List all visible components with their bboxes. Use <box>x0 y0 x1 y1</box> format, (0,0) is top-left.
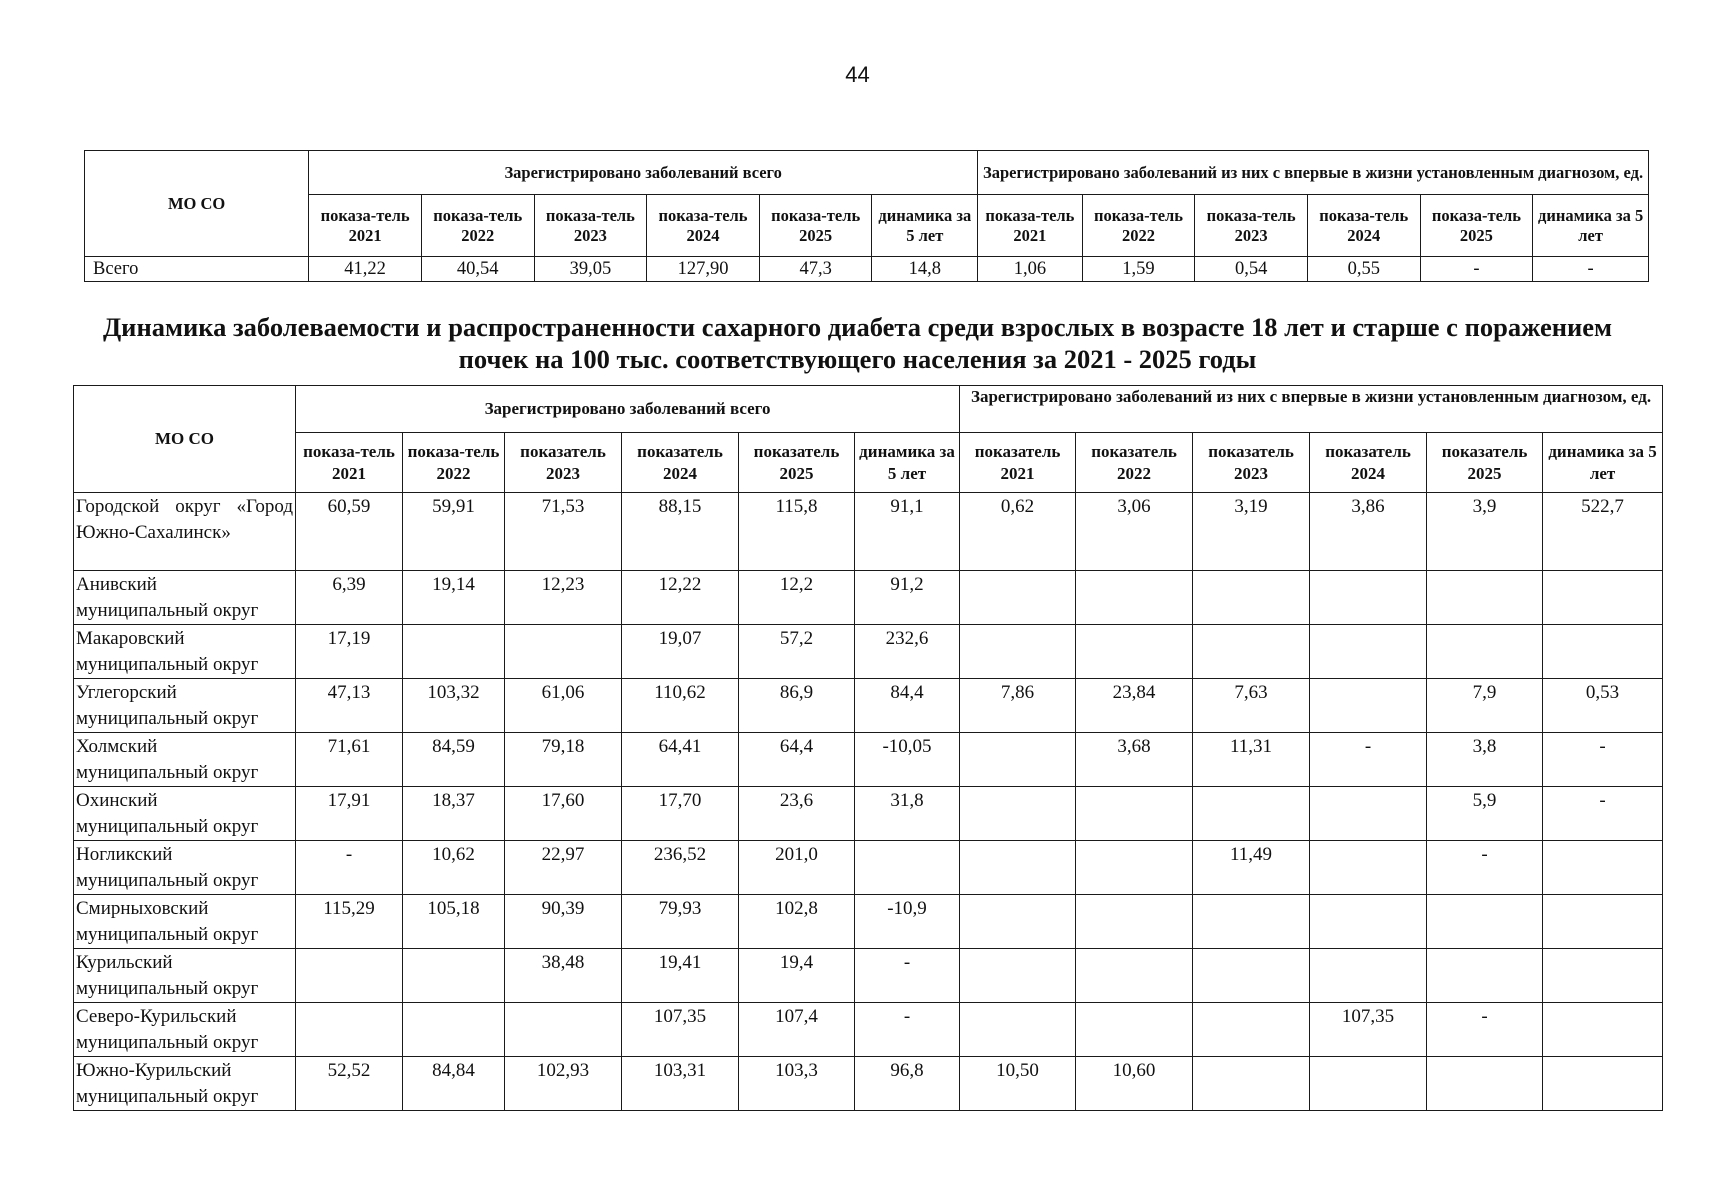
column-header: показа-тель 2021 <box>309 195 422 257</box>
table-cell: 1,59 <box>1082 257 1195 282</box>
table-cell: 10,62 <box>403 841 505 895</box>
table-row <box>74 787 1663 841</box>
row-name: Северо-Курильский муниципальный округ <box>74 1003 296 1057</box>
table-cell: 79,93 <box>622 895 739 949</box>
table-cell: 91,2 <box>855 571 960 625</box>
table-cell: 57,2 <box>739 625 855 679</box>
table-cell: 107,4 <box>739 1003 855 1057</box>
table-cell: 11,31 <box>1193 733 1310 787</box>
table-cell: 3,9 <box>1427 493 1543 571</box>
column-header: динамика за 5 лет <box>855 433 960 493</box>
row-name: Всего <box>85 257 309 282</box>
table-cell: - <box>1533 257 1649 282</box>
table-cell <box>1076 571 1193 625</box>
table-cell: 127,90 <box>647 257 760 282</box>
table-cell <box>296 1003 403 1057</box>
table-row <box>74 679 1663 733</box>
table-cell <box>1193 1003 1310 1057</box>
group-header-first: Зарегистрировано заболеваний из них с впервые в жизни установленным диагнозом, ед. <box>978 151 1649 195</box>
column-header: показа-тель 2025 <box>1420 195 1533 257</box>
table-cell: 103,3 <box>739 1057 855 1111</box>
table-cell: 10,50 <box>960 1057 1076 1111</box>
table-cell: 12,2 <box>739 571 855 625</box>
table-cell <box>1427 1057 1543 1111</box>
column-header: показа-тель 2024 <box>647 195 760 257</box>
table-cell: 10,60 <box>1076 1057 1193 1111</box>
table-cell <box>855 841 960 895</box>
table-cell: 201,0 <box>739 841 855 895</box>
table-cell <box>1193 949 1310 1003</box>
table-cell <box>1193 895 1310 949</box>
table-cell <box>403 949 505 1003</box>
table-cell: - <box>1427 1003 1543 1057</box>
group-header-all: Зарегистрировано заболеваний всего <box>309 151 978 195</box>
table-cell <box>1076 787 1193 841</box>
table-cell <box>1543 841 1663 895</box>
column-header: показатель 2024 <box>1310 433 1427 493</box>
table-cell <box>960 949 1076 1003</box>
table-cell: - <box>1543 733 1663 787</box>
table-cell <box>1193 787 1310 841</box>
table-cell: 102,8 <box>739 895 855 949</box>
row-name: Смирныховский муниципальный округ <box>74 895 296 949</box>
table-cell <box>1310 625 1427 679</box>
table-cell: - <box>855 949 960 1003</box>
table-cell: 107,35 <box>1310 1003 1427 1057</box>
table-cell <box>1310 895 1427 949</box>
table-row <box>74 949 1663 1003</box>
table-row <box>85 257 1649 282</box>
table-cell: 64,4 <box>739 733 855 787</box>
table-cell: 41,22 <box>309 257 422 282</box>
column-header: показа-тель 2023 <box>534 195 647 257</box>
table-cell <box>960 841 1076 895</box>
page-number: 44 <box>845 62 870 87</box>
table-cell: 19,41 <box>622 949 739 1003</box>
table-cell: 17,91 <box>296 787 403 841</box>
table-cell: 31,8 <box>855 787 960 841</box>
table-cell <box>960 787 1076 841</box>
table-row <box>74 625 1663 679</box>
table-cell: - <box>1420 257 1533 282</box>
table-cell <box>1193 1057 1310 1111</box>
table-cell: 105,18 <box>403 895 505 949</box>
table-cell: 11,49 <box>1193 841 1310 895</box>
table-cell <box>1427 949 1543 1003</box>
table-row <box>74 1003 1663 1057</box>
table-cell: 107,35 <box>622 1003 739 1057</box>
table-cell <box>296 949 403 1003</box>
table-cell <box>960 571 1076 625</box>
table-cell: 7,9 <box>1427 679 1543 733</box>
table-cell: -10,05 <box>855 733 960 787</box>
table-cell: 115,29 <box>296 895 403 949</box>
table-cell: 0,62 <box>960 493 1076 571</box>
table-cell: 71,61 <box>296 733 403 787</box>
table-cell <box>1310 841 1427 895</box>
diabetes-kidney-table <box>73 385 1663 1111</box>
table-cell: 14,8 <box>872 257 978 282</box>
table-row <box>74 571 1663 625</box>
table-cell: 79,18 <box>505 733 622 787</box>
table-cell: 52,52 <box>296 1057 403 1111</box>
table-cell: 88,15 <box>622 493 739 571</box>
table-row <box>74 733 1663 787</box>
table-cell <box>1310 949 1427 1003</box>
row-name: Южно-Курильский муниципальный округ <box>74 1057 296 1111</box>
table-cell <box>1543 1057 1663 1111</box>
table-cell: 39,05 <box>534 257 647 282</box>
column-header: показа-тель 2021 <box>978 195 1083 257</box>
table-cell: -10,9 <box>855 895 960 949</box>
table-cell: 23,6 <box>739 787 855 841</box>
column-header: показа-тель 2022 <box>1082 195 1195 257</box>
table-cell <box>403 625 505 679</box>
table-cell <box>1076 895 1193 949</box>
table-cell: 103,32 <box>403 679 505 733</box>
table-cell: 522,7 <box>1543 493 1663 571</box>
table-cell <box>960 733 1076 787</box>
table-cell <box>1193 571 1310 625</box>
group-header-all: Зарегистрировано заболеваний всего <box>296 386 960 433</box>
table-cell: 0,55 <box>1307 257 1420 282</box>
table-cell: 3,19 <box>1193 493 1310 571</box>
table-cell: 19,14 <box>403 571 505 625</box>
table-row <box>74 493 1663 571</box>
column-header: показа-тель 2022 <box>421 195 534 257</box>
table-cell: 1,06 <box>978 257 1083 282</box>
table-cell: - <box>1427 841 1543 895</box>
table-cell: 60,59 <box>296 493 403 571</box>
table-cell <box>1310 1057 1427 1111</box>
row-name: Охинский муниципальный округ <box>74 787 296 841</box>
table-cell: 3,06 <box>1076 493 1193 571</box>
table-cell: 84,59 <box>403 733 505 787</box>
table-cell: 86,9 <box>739 679 855 733</box>
table-cell: 110,62 <box>622 679 739 733</box>
column-header: показатель 2025 <box>739 433 855 493</box>
table-cell <box>1076 625 1193 679</box>
table-cell: 232,6 <box>855 625 960 679</box>
table-cell: 23,84 <box>1076 679 1193 733</box>
table-cell: 12,22 <box>622 571 739 625</box>
table-cell <box>1543 625 1663 679</box>
column-header: показатель 2022 <box>1076 433 1193 493</box>
column-header: показа-тель 2022 <box>403 433 505 493</box>
column-header: показатель 2024 <box>622 433 739 493</box>
table-cell: 12,23 <box>505 571 622 625</box>
table-cell <box>1310 679 1427 733</box>
table-cell: 19,4 <box>739 949 855 1003</box>
table-cell: 96,8 <box>855 1057 960 1111</box>
row-name: Макаровский муниципальный округ <box>74 625 296 679</box>
table-cell <box>1076 949 1193 1003</box>
table-cell: 102,93 <box>505 1057 622 1111</box>
table-cell: 40,54 <box>421 257 534 282</box>
table-cell <box>505 1003 622 1057</box>
column-header: показа-тель 2023 <box>1195 195 1308 257</box>
table-cell: - <box>855 1003 960 1057</box>
column-header: динамика за 5 лет <box>872 195 978 257</box>
table-cell <box>1427 895 1543 949</box>
table-cell <box>1427 625 1543 679</box>
column-header: показатель 2025 <box>1427 433 1543 493</box>
table-cell: 7,63 <box>1193 679 1310 733</box>
table-cell: 0,53 <box>1543 679 1663 733</box>
table-cell: 22,97 <box>505 841 622 895</box>
column-header: динамика за 5 лет <box>1533 195 1649 257</box>
table-cell: 84,84 <box>403 1057 505 1111</box>
column-header: показатель 2023 <box>1193 433 1310 493</box>
table-cell <box>960 625 1076 679</box>
row-name: Курильский муниципальный округ <box>74 949 296 1003</box>
table-cell <box>1076 841 1193 895</box>
table-cell <box>505 625 622 679</box>
table-cell: 47,13 <box>296 679 403 733</box>
summary-table <box>84 150 1649 282</box>
table-cell <box>1543 895 1663 949</box>
table-cell: 17,19 <box>296 625 403 679</box>
row-name: Ногликский муниципальный округ <box>74 841 296 895</box>
column-header: показатель 2023 <box>505 433 622 493</box>
mo-header: МО СО <box>74 386 296 493</box>
table-cell <box>1543 949 1663 1003</box>
table-cell: 17,60 <box>505 787 622 841</box>
row-name: Городской округ «Город Южно-Сахалинск» <box>74 493 296 571</box>
table-cell <box>1427 571 1543 625</box>
table-cell: 3,68 <box>1076 733 1193 787</box>
table-cell: - <box>296 841 403 895</box>
group-header-first: Зарегистрировано заболеваний из них с впервые в жизни установленным диагнозом, ед. <box>960 386 1663 433</box>
mo-header: МО СО <box>85 151 309 257</box>
table-cell: 18,37 <box>403 787 505 841</box>
table-cell: 5,9 <box>1427 787 1543 841</box>
table-cell: - <box>1310 733 1427 787</box>
table-cell <box>1310 571 1427 625</box>
table-cell <box>1543 571 1663 625</box>
table-cell: 38,48 <box>505 949 622 1003</box>
row-name: Углегорский муниципальный округ <box>74 679 296 733</box>
column-header: показатель 2021 <box>960 433 1076 493</box>
table-cell <box>1076 1003 1193 1057</box>
table-row <box>74 895 1663 949</box>
column-header: показа-тель 2025 <box>759 195 872 257</box>
table-cell: 61,06 <box>505 679 622 733</box>
table-cell: 17,70 <box>622 787 739 841</box>
table-cell <box>960 1003 1076 1057</box>
table-cell <box>403 1003 505 1057</box>
table-cell: 59,91 <box>403 493 505 571</box>
table-cell: 84,4 <box>855 679 960 733</box>
column-header: показа-тель 2024 <box>1307 195 1420 257</box>
table-cell: - <box>1543 787 1663 841</box>
table-cell: 7,86 <box>960 679 1076 733</box>
table-cell: 90,39 <box>505 895 622 949</box>
table-cell: 47,3 <box>759 257 872 282</box>
table-cell <box>960 895 1076 949</box>
table-cell: 6,39 <box>296 571 403 625</box>
table-cell: 0,54 <box>1195 257 1308 282</box>
row-name: Холмский муниципальный округ <box>74 733 296 787</box>
table-cell: 103,31 <box>622 1057 739 1111</box>
table-cell: 64,41 <box>622 733 739 787</box>
table-cell: 19,07 <box>622 625 739 679</box>
table-cell: 71,53 <box>505 493 622 571</box>
table-cell: 236,52 <box>622 841 739 895</box>
column-header: динамика за 5 лет <box>1543 433 1663 493</box>
row-name: Анивский муниципальный округ <box>74 571 296 625</box>
table-cell <box>1310 787 1427 841</box>
table-row <box>74 841 1663 895</box>
table-cell: 91,1 <box>855 493 960 571</box>
table-cell: 3,8 <box>1427 733 1543 787</box>
table-cell: 3,86 <box>1310 493 1427 571</box>
column-header: показа-тель 2021 <box>296 433 403 493</box>
table-cell <box>1543 1003 1663 1057</box>
table-cell: 115,8 <box>739 493 855 571</box>
table-cell <box>1193 625 1310 679</box>
table-row <box>74 1057 1663 1111</box>
section-title: Динамика заболеваемости и распространенности сахарного диабета среди взрослых в возрасте 18 лет и старше с поражением почек на 100 тыс. соответствующего населения за 2021 - 2025 годы <box>102 312 1613 374</box>
